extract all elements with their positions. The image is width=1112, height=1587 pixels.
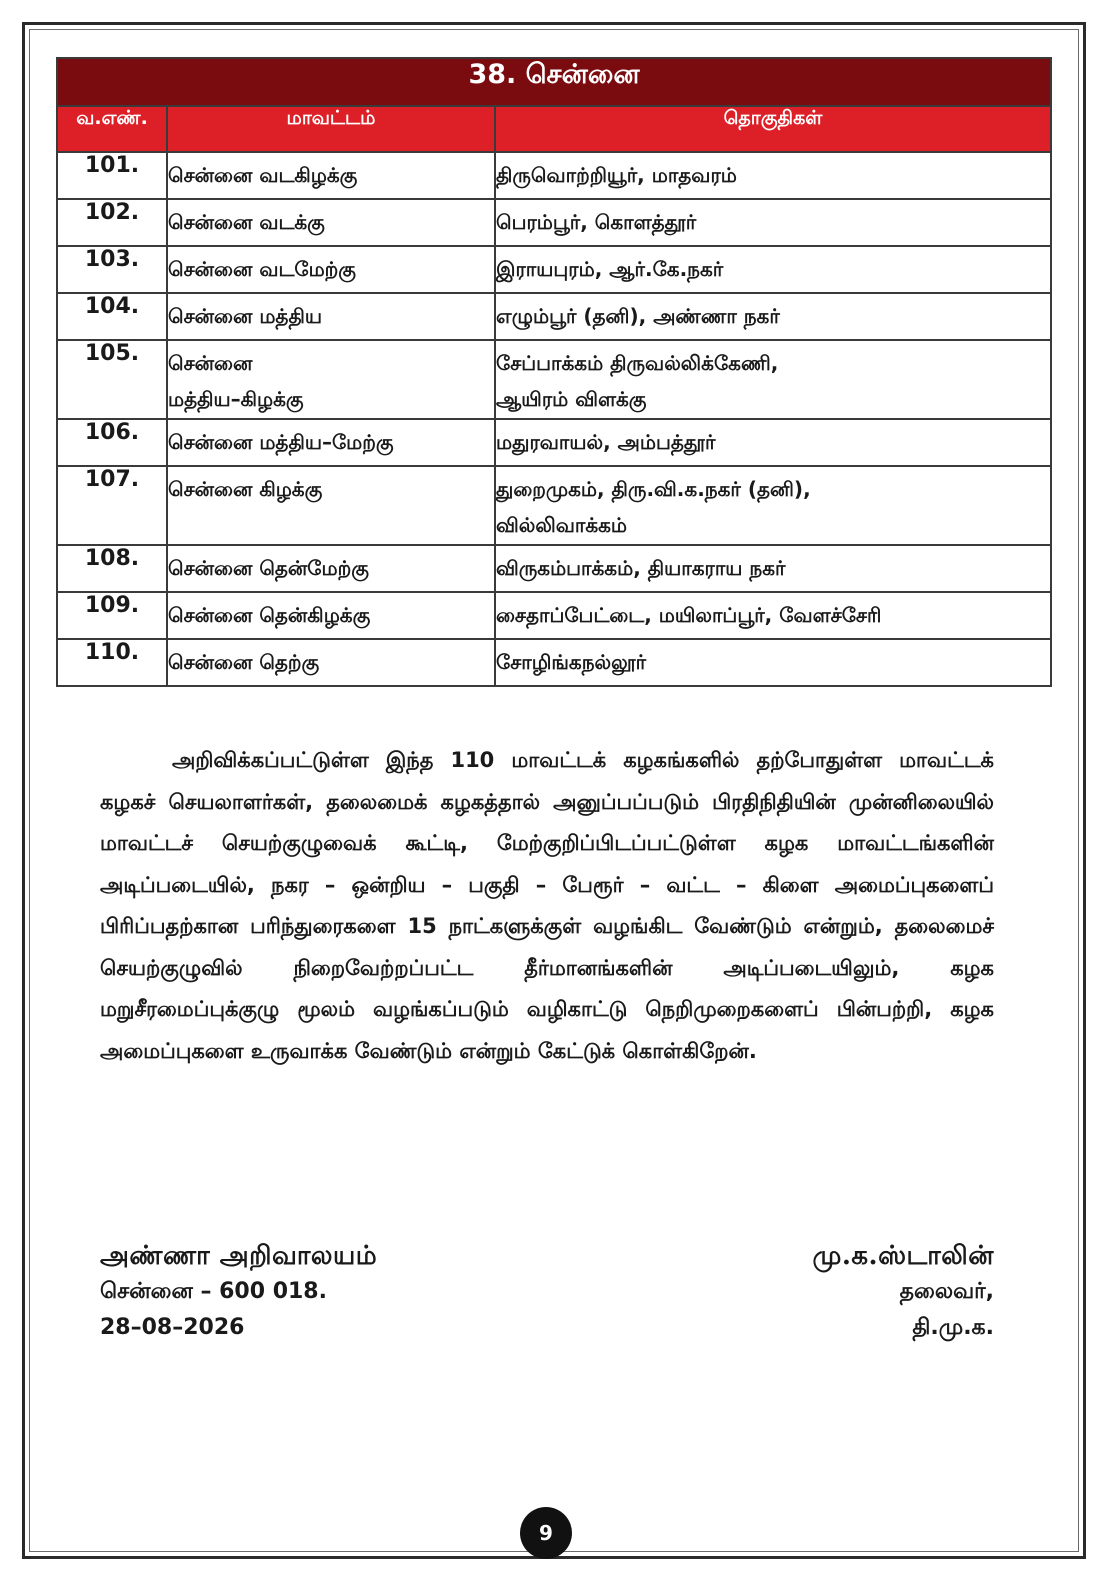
district-line: சென்னை கிழக்கு [168,477,323,501]
cell-serial-number: 105. [57,340,167,419]
cell-constituencies [495,246,1051,293]
cell-constituencies [495,293,1051,340]
district-line: சென்னை தென்மேற்கு [168,556,369,580]
constituency-line: மதுரவாயல், அம்பத்தூர் [496,430,716,454]
cell-serial-number: 101. [57,152,167,199]
signature-left-block [100,1238,377,1346]
cell-district [167,199,495,246]
district-line: மத்திய–கிழக்கு [168,387,304,411]
header-serial-number: வ.எண். [57,106,167,152]
header-district: மாவட்டம் [167,106,495,152]
district-line: சென்னை தென்கிழக்கு [168,603,371,627]
constituency-line: சேப்பாக்கம் திருவல்லிக்கேணி, [496,351,779,375]
cell-district [167,293,495,340]
signature-right-block [812,1238,994,1346]
cell-serial-number: 109. [57,592,167,639]
cell-serial-number: 110. [57,639,167,686]
cell-serial-number: 107. [57,466,167,545]
district-line: சென்னை தெற்கு [168,650,320,674]
constituency-line: பெரம்பூர், கொளத்தூர் [496,210,697,234]
cell-constituencies [495,466,1051,545]
header-constituencies: தொகுதிகள் [495,106,1051,152]
district-line: சென்னை வடக்கு [168,210,325,234]
constituency-line: துறைமுகம், திரு.வி.க.நகர் (தனி), [496,477,811,501]
district-table-container [56,57,1050,687]
cell-district [167,545,495,592]
table-row [57,545,1051,592]
table-title: 38. சென்னை [57,58,1051,106]
cell-district [167,246,495,293]
constituency-line: ஆயிரம் விளக்கு [496,387,647,411]
signature-place: அண்ணா அறிவாலயம் [100,1241,378,1271]
district-line: சென்னை [168,351,253,375]
constituency-line: எழும்பூர் (தனி), அண்ணா நகர் [496,304,780,328]
cell-constituencies [495,592,1051,639]
cell-district [167,340,495,419]
district-line: சென்னை மத்திய–மேற்கு [168,430,394,454]
cell-district [167,466,495,545]
table-row [57,419,1051,466]
table-row [57,246,1051,293]
cell-serial-number: 108. [57,545,167,592]
announcement-paragraph: அறிவிக்கப்பட்டுள்ள இந்த 110 மாவட்டக் கழகங்களில் தற்போதுள்ள மாவட்டக் கழகச் செயலாளர்கள், தலைமைக் கழகத்தால் அனுப்பப்படும் பிரதிநிதியின் முன்னிலையில் மாவட்டச் செயற்குழுவைக் கூட்டி, மேற்குறிப்பிடப்பட்டுள்ள கழக மாவட்டங்களின் அடிப்படையில், நகர – ஒன்றிய – பகுதி – பேரூர் – வட்ட – கிளை அமைப்புகளைப் பிரிப்பதற்கான பரிந்துரைகளை 15 நாட்களுக்குள் வழங்கிட வேண்டும் என்றும், தலைமைச் செயற்குழுவில் நிறைவேற்றப்பட்ட தீர்மானங்களின் அடிப்படையிலும், கழக மறுசீரமைப்புக்குழு மூலம் வழங்கப்படும் வழிகாட்டு நெறிமுறைகளைப் பின்பற்றி, கழக அமைப்புகளை உருவாக்க வேண்டும் என்றும் கேட்டுக் கொள்கிறேன். [100,748,994,1063]
constituency-line: விருகம்பாக்கம், தியாகராய நகர் [496,556,786,580]
cell-constituencies [495,199,1051,246]
table-row [57,293,1051,340]
cell-constituencies [495,545,1051,592]
district-line: சென்னை வடமேற்கு [168,257,356,281]
constituency-line: சோழிங்கநல்லூர் [496,650,647,674]
cell-serial-number: 106. [57,419,167,466]
constituency-line: சைதாப்பேட்டை, மயிலாப்பூர், வேளச்சேரி [496,603,882,627]
table-row [57,152,1051,199]
cell-district [167,419,495,466]
table-title-row [57,58,1051,106]
constituency-line: திருவொற்றியூர், மாதவரம் [496,163,737,187]
cell-serial-number: 103. [57,246,167,293]
constituency-line: இராயபுரம், ஆர்.கே.நகர் [496,257,724,281]
cell-constituencies [495,639,1051,686]
district-table [56,57,1052,687]
signature-city: சென்னை – 600 018. [100,1279,327,1304]
cell-serial-number: 102. [57,199,167,246]
cell-constituencies [495,419,1051,466]
signatory-role: தலைவர், [899,1279,994,1304]
table-row [57,592,1051,639]
table-row [57,639,1051,686]
cell-district [167,639,495,686]
table-row [57,340,1051,419]
table-header-row [57,106,1051,152]
table-body [57,152,1051,686]
table-row [57,466,1051,545]
cell-serial-number: 104. [57,293,167,340]
cell-constituencies [495,152,1051,199]
signature-date: 28–08–2026 [100,1315,245,1340]
signatory-name: மு.க.ஸ்டாலின் [812,1241,994,1271]
table-row [57,199,1051,246]
cell-constituencies [495,340,1051,419]
signatory-organisation: தி.மு.க. [912,1315,994,1340]
cell-district [167,592,495,639]
district-line: சென்னை வடகிழக்கு [168,163,358,187]
district-line: சென்னை மத்திய [168,304,322,328]
cell-district [167,152,495,199]
constituency-line: வில்லிவாக்கம் [496,513,627,537]
page-number-badge: 9 [520,1507,572,1559]
